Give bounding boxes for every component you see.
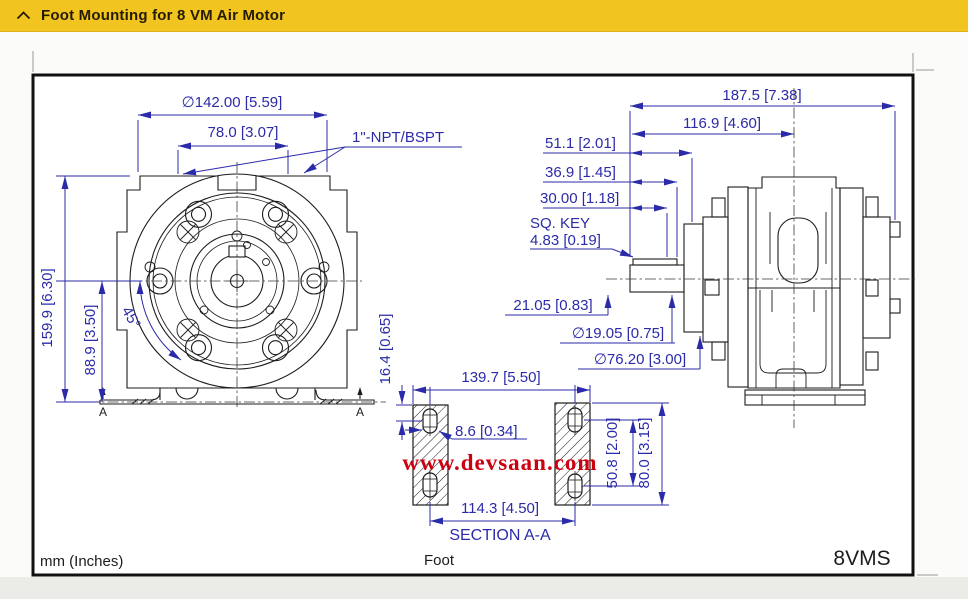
dim-80: 80.0 [3.15] xyxy=(636,417,653,489)
dim-78: 78.0 [3.07] xyxy=(207,124,279,141)
dim-114-3: 114.3 [4.50] xyxy=(460,500,540,517)
dim-36-9: 36.9 [1.45] xyxy=(545,164,616,181)
dim-21-05: 21.05 [0.83] xyxy=(513,297,593,314)
angle-label: 45° xyxy=(117,303,144,332)
port-label: 1"-NPT/BSPT xyxy=(352,129,445,146)
dim-16-4: 16.4 [0.65] xyxy=(377,313,394,385)
dim-50-8: 50.8 [2.00] xyxy=(604,417,621,489)
dim-8-6: 8.6 [0.34] xyxy=(455,423,518,440)
dim-dia142: ∅142.00 [5.59] xyxy=(181,94,283,111)
dim-159-9: 159.9 [6.30] xyxy=(39,268,56,348)
dim-116-9: 116.9 [4.60] xyxy=(682,115,762,132)
dim-88-9: 88.9 [3.50] xyxy=(82,304,99,376)
dim-139-7: 139.7 [5.50] xyxy=(461,369,541,386)
dim-dia19-05: ∅19.05 [0.75] xyxy=(571,325,665,342)
sq-key-label-line1: SQ. KEY xyxy=(530,215,591,232)
sq-key-label-line2: 4.83 [0.19] xyxy=(530,232,601,249)
section-label: SECTION A-A xyxy=(449,527,551,544)
dim-187-5: 187.5 [7.38] xyxy=(722,87,802,104)
units-label: mm (Inches) xyxy=(40,553,124,570)
section-marker-a-right: A xyxy=(355,405,365,419)
dim-30: 30.00 [1.18] xyxy=(540,190,620,207)
dim-dia76-20: ∅76.20 [3.00] xyxy=(593,351,687,368)
section-marker-a-left: A xyxy=(98,405,108,419)
drawing-frame xyxy=(33,51,938,575)
dim-51-1: 51.1 [2.01] xyxy=(545,135,616,152)
watermark-text: www.devsaan.com xyxy=(402,450,598,475)
page-title: Foot Mounting for 8 VM Air Motor xyxy=(41,7,286,24)
model-label: 8VMS xyxy=(833,547,891,570)
foot-label: Foot xyxy=(423,552,455,569)
